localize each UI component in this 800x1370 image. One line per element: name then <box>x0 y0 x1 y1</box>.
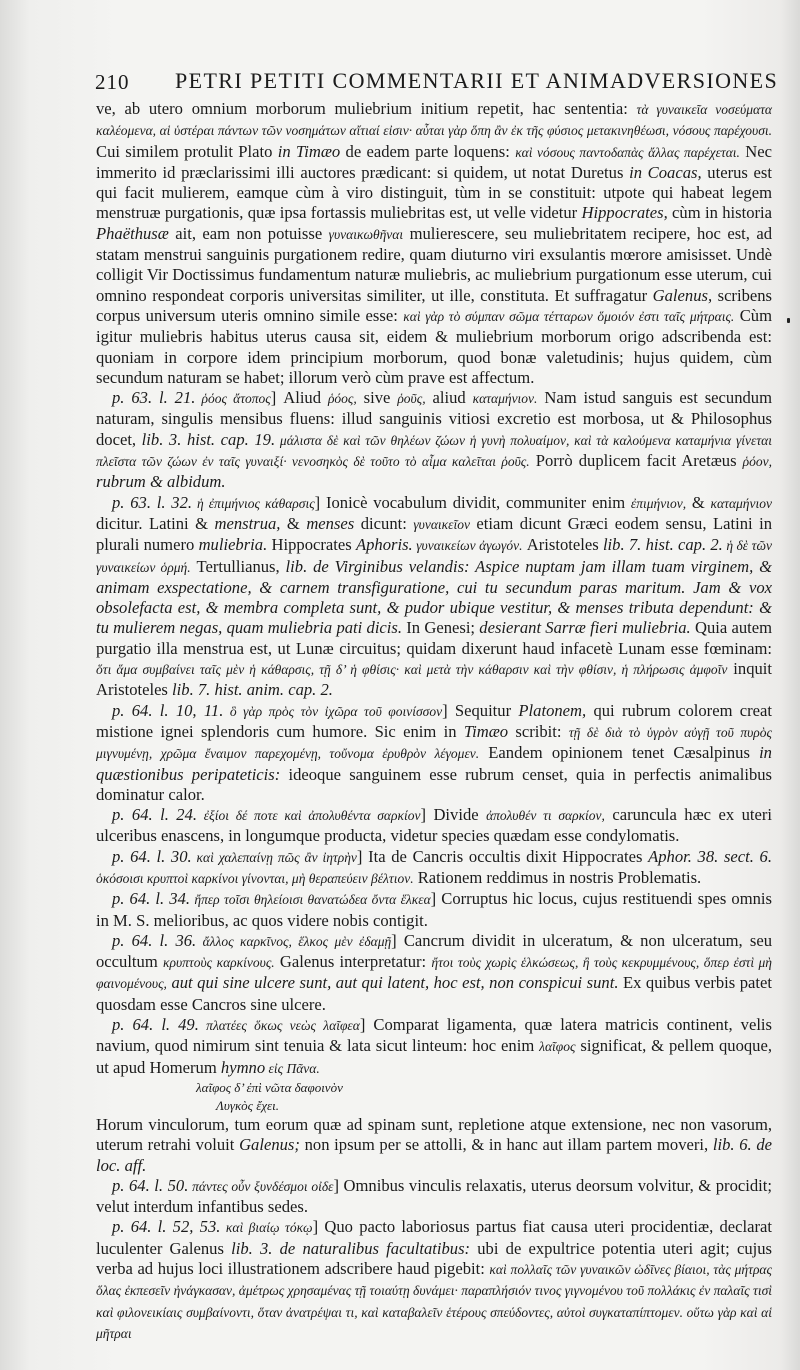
italic-text: muliebria. <box>198 535 268 555</box>
latin-text: dicitur. Latini & <box>96 513 215 533</box>
body-text <box>96 99 772 1344</box>
page-line-reference: p. 64. l. 49. <box>112 1015 199 1035</box>
latin-text: Ex quibus verbis patet quosdam esse Cancros sine ulcere. <box>96 973 772 1014</box>
latin-text: λαῖφος δ’ ἐπὶ νῶτα δαφοινὸν <box>196 1079 343 1095</box>
latin-text: Nam istud sanguis est secundum naturam, singulis mensibus fluens: illud sanguinis vitiosi excretio est morbosa, ut & Philosophus docet, <box>96 388 772 449</box>
latin-text: uterus est qui facit mulierem, eamque cùm à viro distinguit, tùm in se constituit: utpote qui habeat legem menstruæ purgationis, quæ ipsa fortassis muliebritas est, ut velle videtur <box>96 162 772 223</box>
italic-text: hymno <box>220 1057 266 1077</box>
italic-text: Aphoris. <box>355 535 413 555</box>
greek-quote: καὶ βιαίῳ τόκῳ <box>220 1220 313 1236</box>
paragraph <box>96 99 772 388</box>
latin-text: qui rubrum colorem creat mistione ignei splendoris cum humore. Sic enim in <box>96 700 773 741</box>
page-line-reference: p. 64. l. 24. <box>112 805 198 825</box>
greek-quote: καὶ νόσους παντοδαπὰς ἄλλας παρέχεται. <box>515 144 740 160</box>
latin-text: ubi de expultrice potentia uteri agit; cujus verba ad hujus loci illustrationem adscribere haud pigebit: <box>96 1238 772 1279</box>
latin-text: & <box>280 513 307 533</box>
italic-text: desierant Sarræ fieri muliebria. <box>479 618 691 638</box>
paragraph <box>96 1079 772 1097</box>
greek-quote: τῇ δὲ διὰ τὸ ὑγρὸν αὐγῇ τοῦ πυρὸς μιγνυμένῃ, χρῶμα ἔναιμον παρεχομένῃ, τοὔνομα ἐρυθρὸν λέγομεν. <box>96 724 772 762</box>
paragraph <box>96 1015 772 1079</box>
greek-quote: καταμήνιον. <box>472 391 538 407</box>
latin-text: ] Divide <box>420 805 487 825</box>
latin-text: Quia autem purgatio illa menstrua est, ut Lunæ circuitus; quidam dixerunt haud infacetè Lunam esse fœminam: <box>96 618 773 658</box>
italic-text: in quæstionibus peripateticis: <box>96 743 772 784</box>
page-number: 210 <box>95 70 130 94</box>
latin-text: ] Quo pacto laboriosus partus fiat causa uteri procidentiæ, declarat luculenter Galenus <box>96 1217 772 1258</box>
latin-text: Eandem opinionem tenet Cæsalpinus <box>479 743 760 763</box>
latin-text: ] Omnibus vinculis relaxatis, uterus deorsum volvitur, & procidit; velut interdum infantibus sedes. <box>96 1175 772 1217</box>
italic-text: lib. de Virginibus velandis: Aspice nuptam jam illam tuam virginem, & animam exspectatione, & carnem transfiguratione, cui tu secundum paras maritum. Jam & vox obsolefacta est, & membra completa sunt, & pudor ubique vestitur, & menses tributa dependunt: & tu mulierem negas, quam muliebria pati dicis. <box>96 556 773 638</box>
margin-mark <box>787 318 790 323</box>
italic-text: Platonem, <box>518 700 587 720</box>
greek-quote: ὅτι ἅμα συμβαίνει ταῖς μὲν ἡ κάθαρσις, τῇ δ’ ἡ φθίσις· καὶ μετὰ τὴν κάθαρσιν καὶ τὴν φθίσιν, ἡ πλήρωσις ἀμφοῖν <box>96 662 728 678</box>
greek-quote: ῥόον, <box>742 454 773 470</box>
greek-quote: τὰ γυναικεῖα νοσεύματα καλέομενα, αἱ ὑστέραι πάντων τῶν νοσημάτων αἴτιαί εἰσιν· αὗται γὰρ ὅπη ἂν ἐκ τῆς φύσιος μετακινηθέωσι, νόσους παρέχουσι. <box>96 102 772 139</box>
paragraph <box>96 805 772 847</box>
latin-text: inquit Aristoteles <box>96 659 773 700</box>
latin-text: Rationem reddimus in nostris Problematis. <box>413 867 702 887</box>
greek-quote: πάντες οὖν ξυνδέσμοι οἰδε <box>188 1178 334 1194</box>
italic-text: menstrua, <box>214 513 281 533</box>
greek-quote: καὶ πολλαῖς τῶν γυναικῶν ὠδῖνες βίαιοι, τὰς μήτρας ὅλας ἐκπεσεῖν ἠνάγκασαν, ἀμέτρως χρησαμένας τῇ τοιαύτῃ δυνάμει· παραπλήσιόν τινος γιγνομένου τοῦ πολλάκις ἐν παλαῖς τισὶ καὶ φιλονεικίαις συμβαίνοντι, ὅταν ἀνατρέψαι τι, καὶ καταβαλεῖν ἑτέρους σπεύδοντες, αὐτοὶ συγκαταπίπτομεν. οὕτω γὰρ καὶ αἱ μῆτραι <box>96 1262 772 1341</box>
page-header <box>95 66 779 98</box>
greek-quote: ἐπιμήνιον, <box>630 495 687 511</box>
italic-text: menses <box>306 513 355 533</box>
latin-text: ] Ionicè vocabulum dividit, communiter enim <box>314 492 631 512</box>
latin-text: de eadem parte loquens: <box>340 141 516 161</box>
greek-quote: ῥόος, <box>327 391 357 407</box>
latin-text: ideoque sanguinem esse rubrum censet, quia in perfectis animalibus dominatur calor. <box>96 764 772 804</box>
italic-text: lib. 3. hist. cap. 19. <box>141 429 276 449</box>
latin-text: significat, & pellem quoque, ut apud Homerum <box>96 1036 772 1077</box>
italic-text: Phaëthusæ <box>96 223 169 243</box>
italic-text: lib. 7. hist. cap. 2. <box>602 535 723 555</box>
greek-quote: μάλιστα δὲ καὶ τῶν θηλέων ζώων ἡ γυνὴ πολυαίμον, καὶ τὰ καλούμενα καταμήνια γίνεται πλεῖστα τῶν ζώων ἐν ταῖς γυναιξί· νενοσηκὸς δὲ τοῦτο τὸ αἷμα καλεῖται ῥοῦς. <box>96 432 772 470</box>
italic-text: lib. 7. hist. anim. cap. 2. <box>172 680 333 700</box>
latin-text: aliud <box>425 388 473 408</box>
latin-text: mulierescere, seu muliebritatem recipere, hoc est, ad statam menstrui sanguinis purgationem redire, quam diuturno viri exsulantis mœrore amisisset. Undè colligit Vir Doctissimus fundamentum naturæ muliebris, ac muliebrium purgationum esse uterum, cui omnino respondeat corporis universitas similiter, ut ille, constituta. Et suffragatur <box>96 223 772 305</box>
latin-text: ] Comparat ligamenta, quæ latera matricis continent, velis navium, quod nimirum sint tenuia & lata sicut linteum: hoc enim <box>96 1015 773 1056</box>
greek-quote: γυναικείων ἀγωγόν. <box>412 538 523 554</box>
greek-quote: καὶ χαλεπαίνῃ πῶς ἂν ἰητρὴν <box>191 849 357 865</box>
italic-text: Timæo <box>463 721 509 741</box>
latin-text: Porrò duplicem facit Aretæus <box>529 451 743 471</box>
page-line-reference: p. 64. l. 34. <box>112 889 191 909</box>
latin-text: dicunt: <box>354 513 414 533</box>
latin-text: Nec immerito id præclarissimi illi auctores prædicant: si quidem, ut notat Duretus <box>96 141 772 182</box>
paragraph <box>96 1115 772 1176</box>
latin-text: Cui similem protulit Plato <box>96 141 278 161</box>
latin-text: In Genesi; <box>402 618 480 638</box>
latin-text: Galenus interpretatur: <box>274 952 432 972</box>
greek-quote: ἡ ἐπιμήνιος κάθαρσις <box>192 495 315 511</box>
latin-text: ] Cancrum dividit in ulceratum, & non ulceratum, seu occultum <box>96 930 772 972</box>
greek-quote: ἄλλος καρκῖνος, ἕλκος μὲν ἐδαμῇ <box>196 933 392 949</box>
greek-quote: ῥοῦς, <box>397 391 426 407</box>
page-line-reference: p. 64. l. 10, 11. <box>112 700 224 720</box>
latin-text: Hippocrates <box>267 535 356 555</box>
italic-text: aut qui sine ulcere sunt, aut qui latent, hoc est, non conspicui sunt. <box>171 973 619 993</box>
paragraph <box>96 1176 772 1218</box>
paragraph <box>96 493 772 701</box>
greek-quote: ἡ δὲ τῶν γυναικείων ὁρμή. <box>96 538 772 575</box>
paragraph <box>96 1217 772 1344</box>
paragraph <box>96 701 772 805</box>
page-line-reference: p. 64. l. 52, 53. <box>112 1217 221 1237</box>
italic-text: Hippocrates, <box>581 203 668 223</box>
page-line-reference: p. 64. l. 30. <box>112 846 192 866</box>
paragraph <box>96 1097 772 1115</box>
greek-quote: ἤπερ τοῖσι θηλείοισι θανατώδεα ὄντα ἕλκεα <box>190 892 431 908</box>
latin-text: Λυγκὸς ἔχει. <box>216 1097 280 1113</box>
latin-text: ] Aliud <box>270 388 328 408</box>
latin-text: ] Sequitur <box>442 700 519 720</box>
greek-quote: γυναικεῖον <box>413 516 470 532</box>
greek-quote: κρυπτοὺς καρκίνους. <box>162 955 275 971</box>
latin-text: ] Corruptus hic locus, cujus restituendi spes omnis in M. S. melioribus, ac quos videre nobis contigit. <box>96 889 772 930</box>
page-line-reference: p. 63. l. 32. <box>112 492 193 512</box>
latin-text: scribens corpus universum uteris omnino simile esse: <box>96 285 772 325</box>
latin-text: & <box>686 492 711 512</box>
latin-text: Aristoteles <box>522 535 603 555</box>
running-title: PETRI PETITI COMMENTARII ET ANIMADVERSIONES <box>175 68 779 93</box>
latin-text: ve, ab utero omnium morborum muliebrium initium repetit, hac sententia: <box>96 99 637 118</box>
greek-quote: ἐξίοι δέ ποτε καὶ ἀπολυθέντα σαρκίον <box>197 808 421 824</box>
latin-text: scribit: <box>508 721 569 741</box>
page-line-reference: p. 64. l. 50. <box>112 1175 189 1195</box>
paragraph <box>96 847 772 890</box>
latin-text: Horum vinculorum, tum eorum quæ ad spinam sunt, repletione atque extensione, nec non vasorum, uterum retrahi voluit <box>96 1114 772 1155</box>
italic-text: in Coacas, <box>629 162 702 182</box>
greek-quote: καταμήνιον <box>710 495 772 511</box>
latin-text: Tertullianus, <box>190 556 286 576</box>
latin-text: Cùm igitur muliebris habitus uterus causa sit, eidem & muliebrium morborum origo adscribenda est: quoniam in corpore idem principium morborum, quod bonæ valetudinis; hujus quidem, cùm secundum naturam se habet; illorum verò cùm prave est affectum. <box>96 305 772 387</box>
greek-quote: γυναικωθῆναι <box>328 226 404 242</box>
greek-quote: πλατέες ὅκως νεὼς λαῖφεα <box>198 1018 360 1034</box>
italic-text: in Timæo <box>277 141 341 161</box>
latin-text: ait, eam non potuisse <box>168 223 329 243</box>
greek-quote: ὁκόσοισι κρυπτοὶ καρκίνοι γίνονται, μὴ θεραπεύειν βέλτιον. <box>96 870 414 886</box>
page-line-reference: p. 63. l. 21. <box>112 388 196 408</box>
greek-quote: ἤτοι τοὺς χωρὶς ἑλκώσεως, ἢ τοὺς κεκρυμμένους, ὅπερ ἐστὶ μὴ φαινομένους, <box>96 955 772 992</box>
latin-text: non ipsum per se attolli, & in hanc aut illam partem moveri, <box>299 1135 713 1155</box>
italic-text: Galenus; <box>239 1135 300 1155</box>
paragraph <box>96 388 772 492</box>
latin-text: cùm in historia <box>667 203 772 223</box>
italic-text: lib. 6. de loc. aff. <box>96 1135 772 1175</box>
greek-quote: ῥόος ἄτοπος <box>195 391 271 407</box>
italic-text: Galenus, <box>652 285 713 305</box>
italic-text: Aphor. 38. sect. 6. <box>648 846 772 866</box>
greek-quote: εἰς Πᾶνα. <box>265 1060 320 1076</box>
italic-text: lib. 3. de naturalibus facultatibus: <box>231 1238 471 1258</box>
greek-quote: καὶ γὰρ τὸ σύμπαν σῶμα τέτταρων ὅμοιόν ἐστι ταῖς μήτραις. <box>403 308 735 324</box>
greek-quote: ὃ γὰρ πρὸς τὸν ἰχῶρα τοῦ φοινίσσον <box>223 703 443 719</box>
greek-quote: λαῖφος <box>539 1039 576 1055</box>
latin-text: ] Ita de Cancris occultis dixit Hippocrates <box>356 846 649 866</box>
greek-quote: ἀπολυθέν τι σαρκίον, <box>486 808 605 824</box>
latin-text: caruncula hæc ex uteri ulceribus enascens, in longumque producta, videtur species quædam esse condylomatis. <box>96 805 772 846</box>
latin-text: sive <box>356 388 398 408</box>
italic-text: rubrum & albidum. <box>96 472 226 492</box>
latin-text: etiam dicunt Græci eodem sensu, Latini in plurali numero <box>96 513 772 555</box>
paragraph <box>96 889 772 931</box>
page-line-reference: p. 64. l. 36. <box>112 930 197 950</box>
paragraph <box>96 931 772 1015</box>
